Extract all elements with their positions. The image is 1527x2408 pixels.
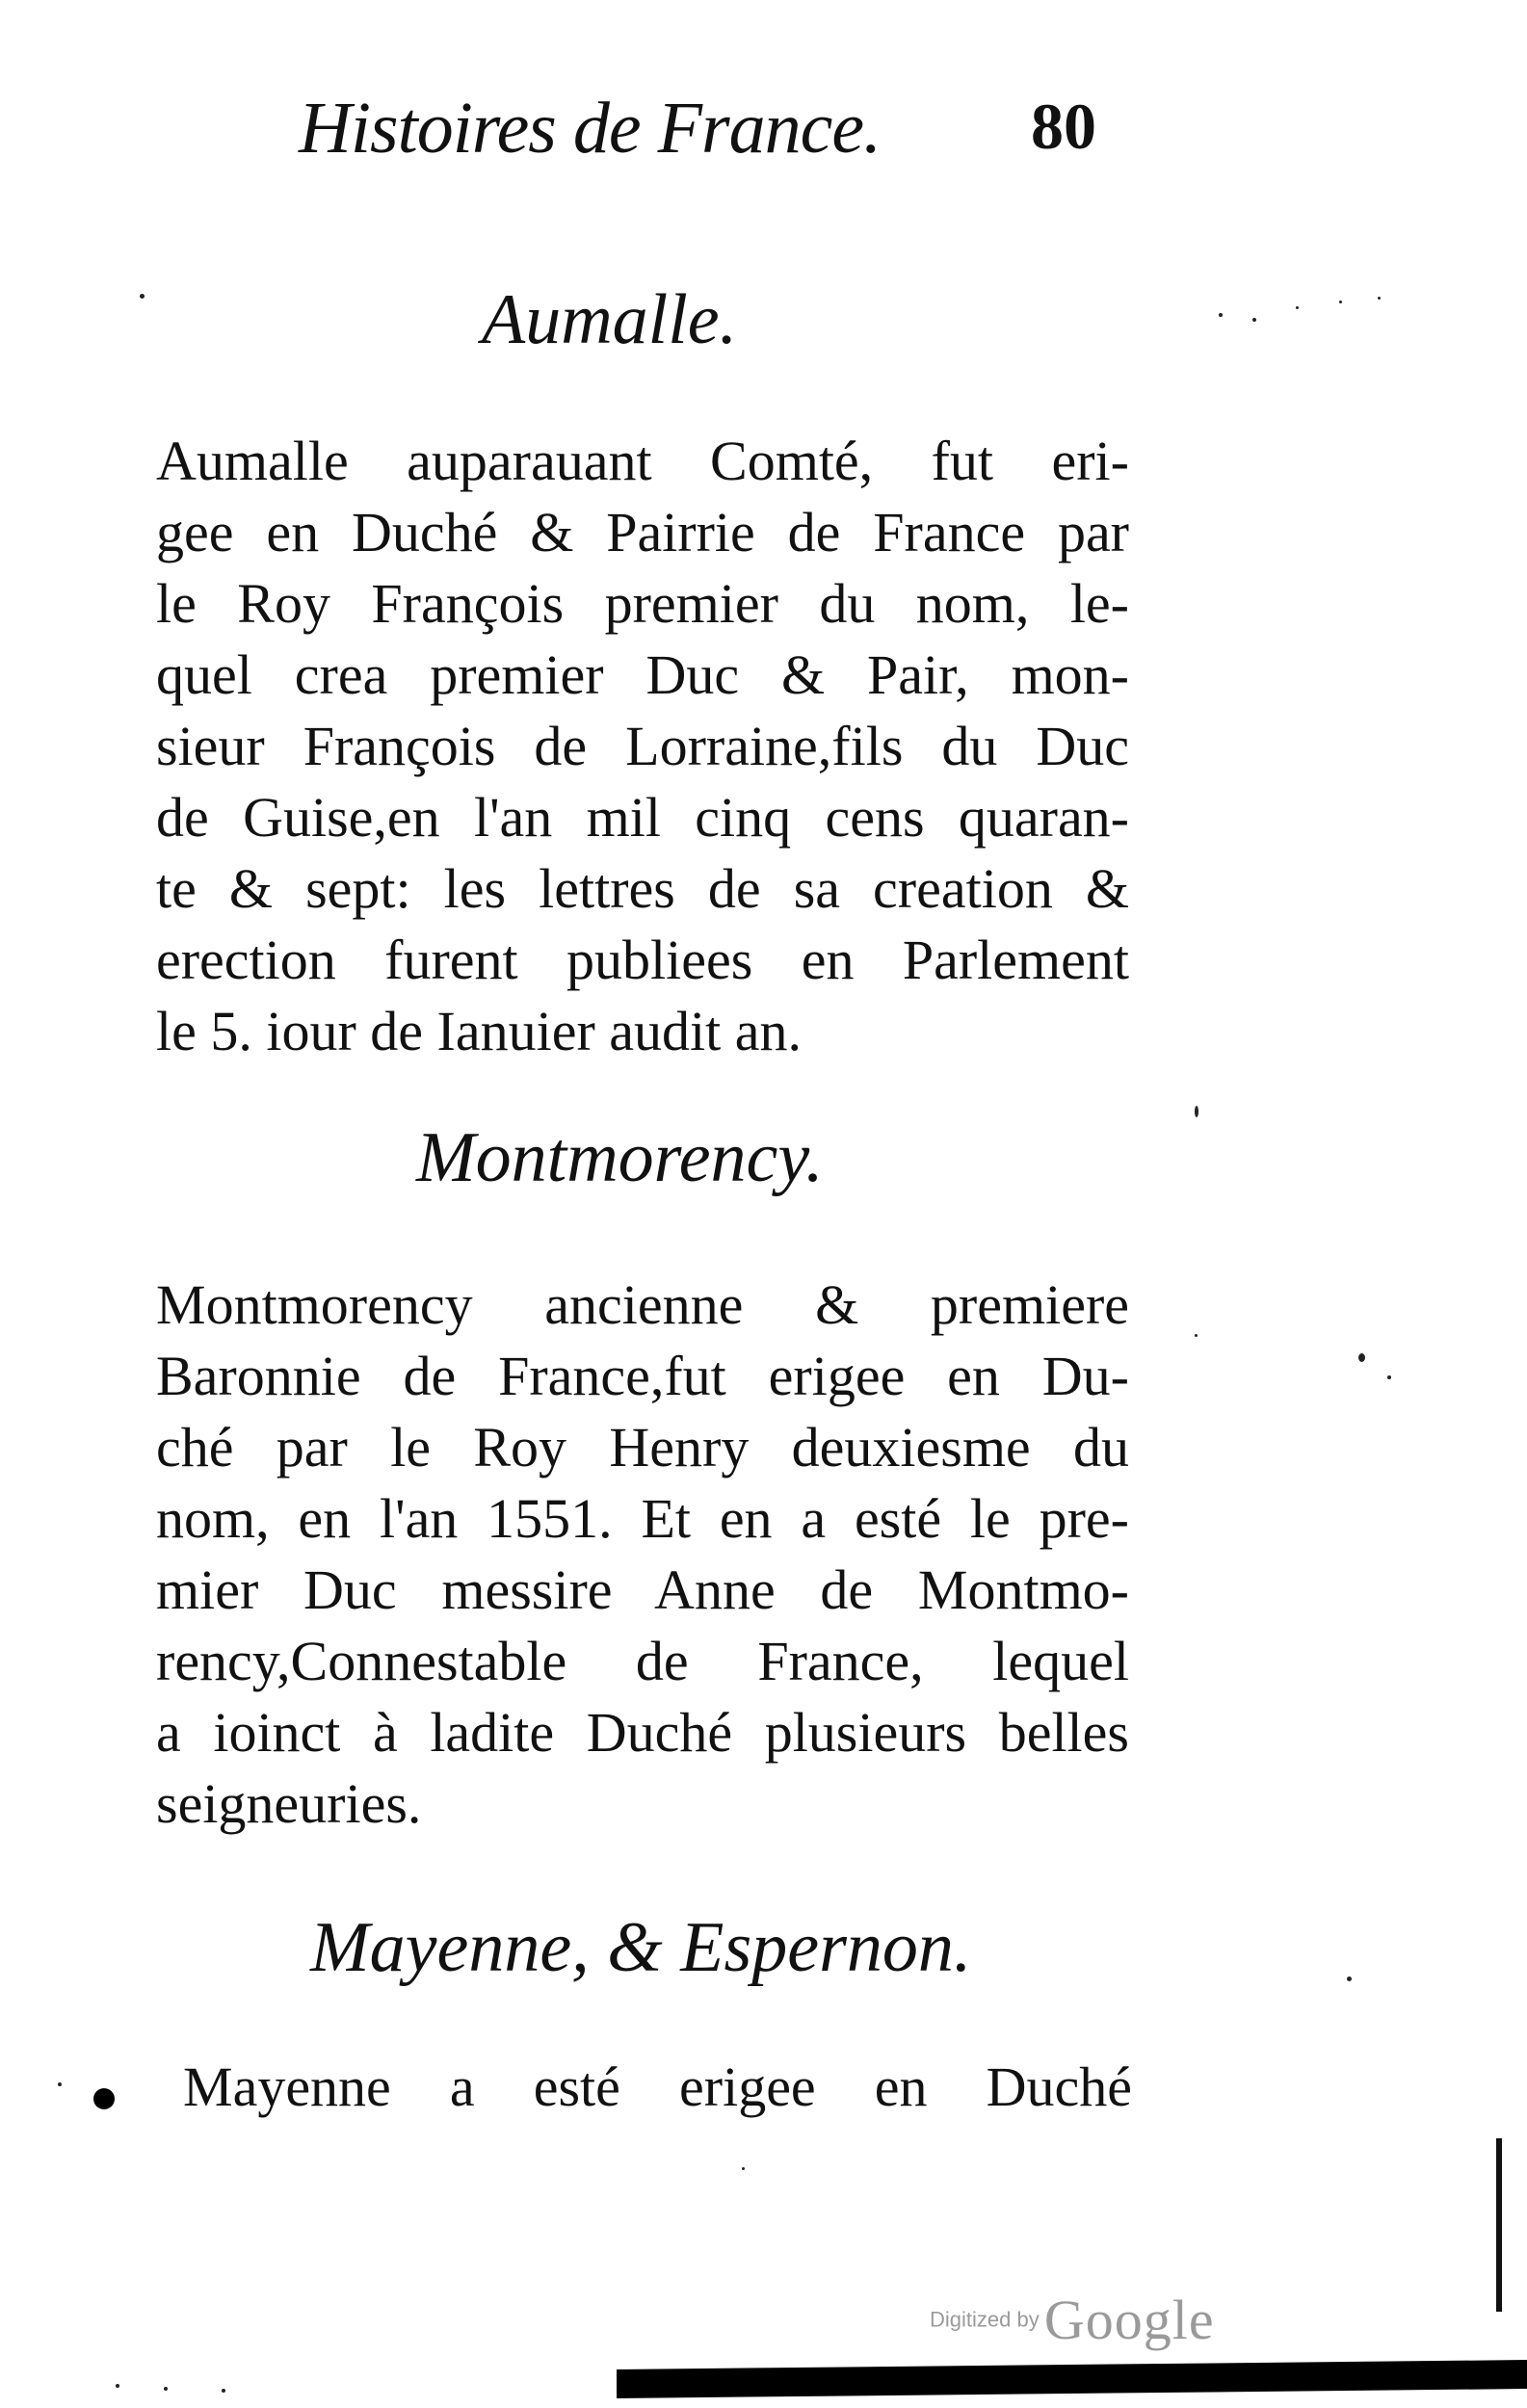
scan-edge-shadow bbox=[1496, 2138, 1502, 2312]
scan-speck bbox=[1387, 1375, 1391, 1379]
watermark-prefix: Digitized by bbox=[930, 2307, 1040, 2332]
scan-speck bbox=[140, 294, 145, 299]
section-heading-aumalle: Aumalle. bbox=[482, 280, 738, 359]
text-line: rency,Connestable de France, lequel bbox=[156, 1630, 1129, 1692]
scan-speck bbox=[1339, 301, 1342, 303]
section-heading-mayenne-espernon: Mayenne, & Espernon. bbox=[310, 1908, 972, 1987]
text-line: Montmorency ancienne & premiere bbox=[156, 1273, 1129, 1336]
text-line: nom, en l'an 1551. Et en a esté le pre- bbox=[156, 1487, 1129, 1550]
text-line: Aumalle auparauant Comté, fut eri- bbox=[156, 430, 1129, 492]
text-line: erection furent publiees en Parlement bbox=[156, 929, 1129, 991]
text-line: de Guise,en l'an mil cinq cens quaran- bbox=[156, 786, 1129, 849]
text-line: gee en Duché & Pairrie de France par bbox=[156, 501, 1129, 563]
text-line: Mayenne a esté erigee en Duché bbox=[183, 2055, 1132, 2118]
text-line: le 5. iour de Ianuier audit an. bbox=[156, 1000, 802, 1062]
section-body-mayenne bbox=[183, 2052, 1132, 2123]
section-body-aumalle bbox=[156, 426, 1129, 1067]
scan-speck bbox=[1219, 313, 1223, 317]
scan-speck bbox=[742, 2167, 745, 2170]
watermark-brand: Google bbox=[1043, 2289, 1215, 2351]
text-line: a ioinct à ladite Duché plusieurs belles bbox=[156, 1701, 1129, 1764]
running-title: Histoires de France. bbox=[299, 88, 882, 169]
text-line: Baronnie de France,fut erigee en Du- bbox=[156, 1345, 1129, 1407]
section-body-montmorency bbox=[156, 1269, 1129, 1840]
section-heading-montmorency: Montmorency. bbox=[416, 1118, 824, 1197]
scan-speck bbox=[1195, 1334, 1198, 1337]
scan-speck bbox=[58, 2082, 62, 2086]
text-line: te & sept: les lettres de sa creation & bbox=[156, 857, 1129, 920]
page-number: 80 bbox=[1031, 90, 1096, 163]
scan-speck bbox=[1378, 297, 1381, 300]
scan-speck bbox=[116, 2384, 119, 2388]
ink-blot bbox=[93, 2088, 115, 2109]
scan-speck bbox=[1296, 306, 1299, 309]
text-line: mier Duc messire Anne de Montmo- bbox=[156, 1558, 1129, 1621]
text-line: quel crea premier Duc & Pair, mon- bbox=[156, 643, 1129, 706]
text-line: sieur François de Lorraine,fils du Duc bbox=[156, 715, 1129, 777]
scan-speck bbox=[222, 2389, 225, 2393]
text-line: ché par le Roy Henry deuxiesme du bbox=[156, 1416, 1129, 1479]
digitization-watermark bbox=[930, 2288, 1215, 2352]
scan-bottom-shadow bbox=[617, 2360, 1527, 2398]
text-line: seigneuries. bbox=[156, 1772, 422, 1835]
scan-speck bbox=[1358, 1353, 1365, 1362]
scan-speck bbox=[1195, 1106, 1198, 1117]
scan-speck bbox=[1347, 1976, 1352, 1981]
scan-speck bbox=[164, 2387, 168, 2391]
scan-speck bbox=[1252, 318, 1256, 322]
text-line: le Roy François premier du nom, le- bbox=[156, 572, 1129, 635]
